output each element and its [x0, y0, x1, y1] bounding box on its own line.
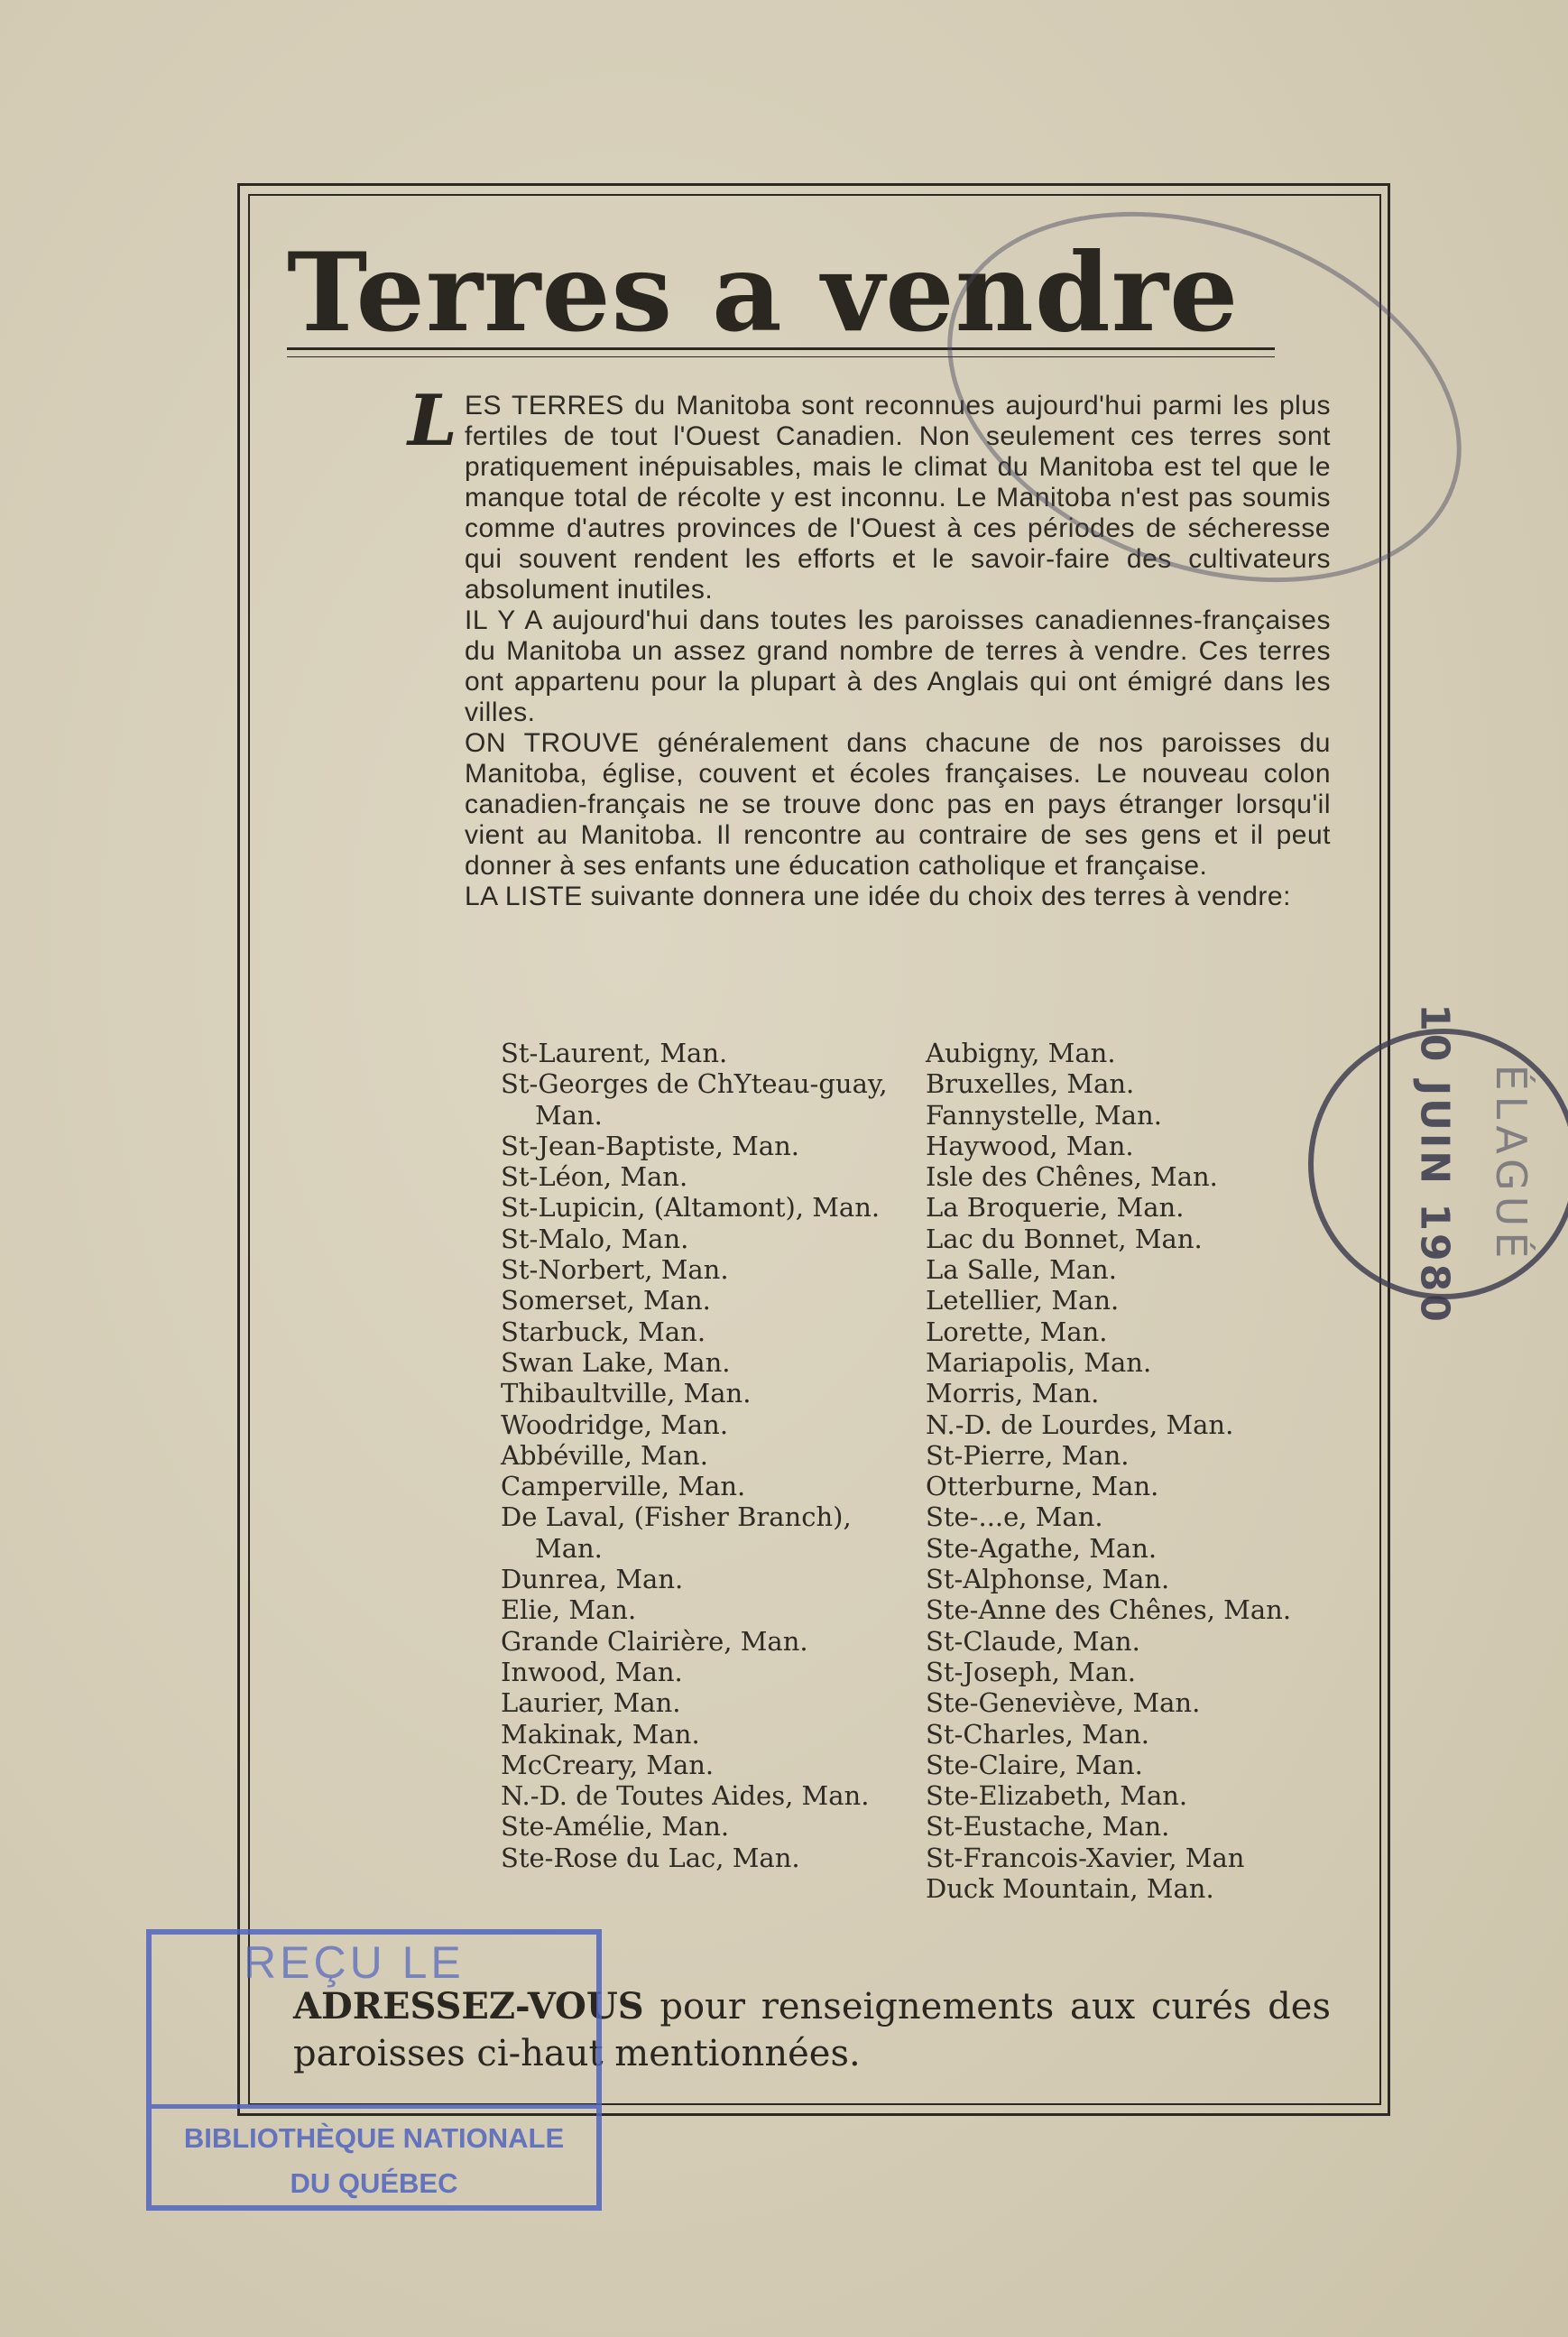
parish-item: N.-D. de Lourdes, Man. [926, 1409, 1234, 1440]
parish-item: De Laval, (Fisher Branch), Man. [501, 1501, 852, 1564]
parish-item: Ste-Anne des Chênes, Man. [926, 1594, 1292, 1626]
parish-item: Ste-Elizabeth, Man. [926, 1780, 1188, 1812]
parish-list-left [501, 1038, 889, 1873]
parish-item: Otterburne, Man. [926, 1471, 1159, 1502]
intro-paragraph-1: ES TERRES du Manitoba sont reconnues aujourd'hui parmi les plus fertiles de tout l'Ouest Canadien. Non seulement ces terres sont pratiquement inépuisables, mais le climat du Manitoba est tel que le manque total de récolte y est inconnu. Le Manitoba n'est pas soumis comme d'autres provinces de l'Ouest à ces périodes de sécheresse qui souvent rendent les efforts et le savoir-faire des cultivateurs absolument inutiles. [465, 391, 1331, 605]
intro-paragraph-2: IL Y A aujourd'hui dans toutes les paroisses canadiennes-françaises du Manitoba un assez grand nombre de terres à vendre. Ces terres ont appartenu pour la plupart à des Anglais qui ont émigré dans les villes. [465, 605, 1331, 727]
address-rest: pour renseignements aux curés des paroisses ci-haut mentionnées. [293, 1986, 1331, 2074]
parish-item: Dunrea, Man. [501, 1564, 684, 1595]
parish-item: Letellier, Man. [926, 1285, 1120, 1316]
recu-stamp-rule [152, 2104, 596, 2109]
parish-item: Ste-Rose du Lac, Man. [501, 1842, 800, 1873]
parish-item: Swan Lake, Man. [501, 1346, 731, 1378]
parish-item: Aubigny, Man. [926, 1038, 1116, 1068]
parish-item: Woodridge, Man. [501, 1409, 729, 1440]
parish-item: Starbuck, Man. [501, 1316, 706, 1347]
page-title: Terres a vendre [287, 229, 1240, 356]
parish-item: Isle des Chênes, Man. [926, 1161, 1218, 1193]
parish-item: Makinak, Man. [501, 1718, 700, 1750]
parish-item: St-Léon, Man. [501, 1161, 688, 1193]
recu-stamp-title: REÇU LE [244, 1937, 465, 1988]
drop-cap: L [408, 380, 457, 462]
parish-item: Abbéville, Man. [501, 1439, 708, 1471]
intro-paragraph-3: ON TROUVE généralement dans chacune de nos paroisses du Manitoba, église, couvent et écoles françaises. Le nouveau colon canadien-français ne se trouve donc pas en pays étranger lorsqu'il vient au Manitoba. Il rencontre au contraire de ses gens et il peut donner à ses enfants une éducation catholique et française. [465, 728, 1331, 881]
parish-item: Morris, Man. [926, 1378, 1100, 1409]
parish-item: Somerset, Man. [501, 1285, 711, 1316]
parish-list-right [926, 1038, 1350, 1904]
address-lead: ADRESSEZ-VOUS [293, 1985, 644, 2028]
parish-item: Ste-Claire, Man. [926, 1749, 1143, 1780]
parish-item: St-Jean-Baptiste, Man. [501, 1130, 799, 1161]
parish-item: Laurier, Man. [501, 1687, 681, 1719]
parish-item: Inwood, Man. [501, 1656, 683, 1687]
parish-item: St-Francois-Xavier, Man [926, 1842, 1245, 1873]
parish-item: St-Claude, Man. [926, 1625, 1140, 1657]
parish-item: Elie, Man. [501, 1594, 637, 1626]
parish-item: Ste-Amélie, Man. [501, 1811, 730, 1843]
parish-item: St-Pierre, Man. [926, 1439, 1130, 1471]
parish-item: Thibaultville, Man. [501, 1378, 752, 1409]
parish-item: Duck Mountain, Man. [926, 1873, 1214, 1905]
parish-item: Haywood, Man. [926, 1130, 1134, 1161]
parish-item: St-Malo, Man. [501, 1223, 689, 1254]
parish-item: Ste-Agathe, Man. [926, 1532, 1158, 1564]
parish-item: St-Norbert, Man. [501, 1254, 729, 1286]
intro-paragraph-4: LA LISTE suivante donnera une idée du choix des terres à vendre: [465, 882, 1291, 911]
parish-item: St-Joseph, Man. [926, 1656, 1137, 1687]
parish-item: Grande Clairière, Man. [501, 1625, 808, 1657]
recu-stamp-org-line2: DU QUÉBEC [290, 2167, 458, 2199]
parish-item: N.-D. de Toutes Aides, Man. [501, 1780, 870, 1812]
parish-item: Ste-Geneviève, Man. [926, 1687, 1201, 1719]
parish-item: Ste-...e, Man. [926, 1501, 1103, 1533]
parish-item: Lac du Bonnet, Man. [926, 1223, 1203, 1254]
parish-item: McCreary, Man. [501, 1749, 715, 1780]
elague-stamp-word: ÉLAGUÉ [1487, 1064, 1536, 1264]
parish-item: St-Eustache, Man. [926, 1811, 1170, 1843]
parish-item: Mariapolis, Man. [926, 1346, 1152, 1378]
parish-item: St-Laurent, Man. [501, 1038, 728, 1068]
parish-item: Camperville, Man. [501, 1471, 746, 1502]
parish-item: St-Charles, Man. [926, 1718, 1149, 1750]
parish-item: Lorette, Man. [926, 1316, 1108, 1347]
elague-stamp-date: 10 JUIN 1980 [1411, 1003, 1458, 1325]
parish-item: St-Georges de ChYteau-guay, Man. [501, 1068, 888, 1131]
parish-item: St-Alphonse, Man. [926, 1564, 1170, 1595]
parish-item: St-Lupicin, (Altamont), Man. [501, 1192, 881, 1224]
recu-stamp-org-line1: BIBLIOTHÈQUE NATIONALE [183, 2122, 565, 2154]
parish-item: La Salle, Man. [926, 1254, 1117, 1286]
recu-stamp-org [152, 2116, 596, 2206]
parish-item: Bruxelles, Man. [926, 1068, 1135, 1100]
parish-item: La Broquerie, Man. [926, 1192, 1185, 1224]
parish-item: Fannystelle, Man. [926, 1099, 1162, 1131]
